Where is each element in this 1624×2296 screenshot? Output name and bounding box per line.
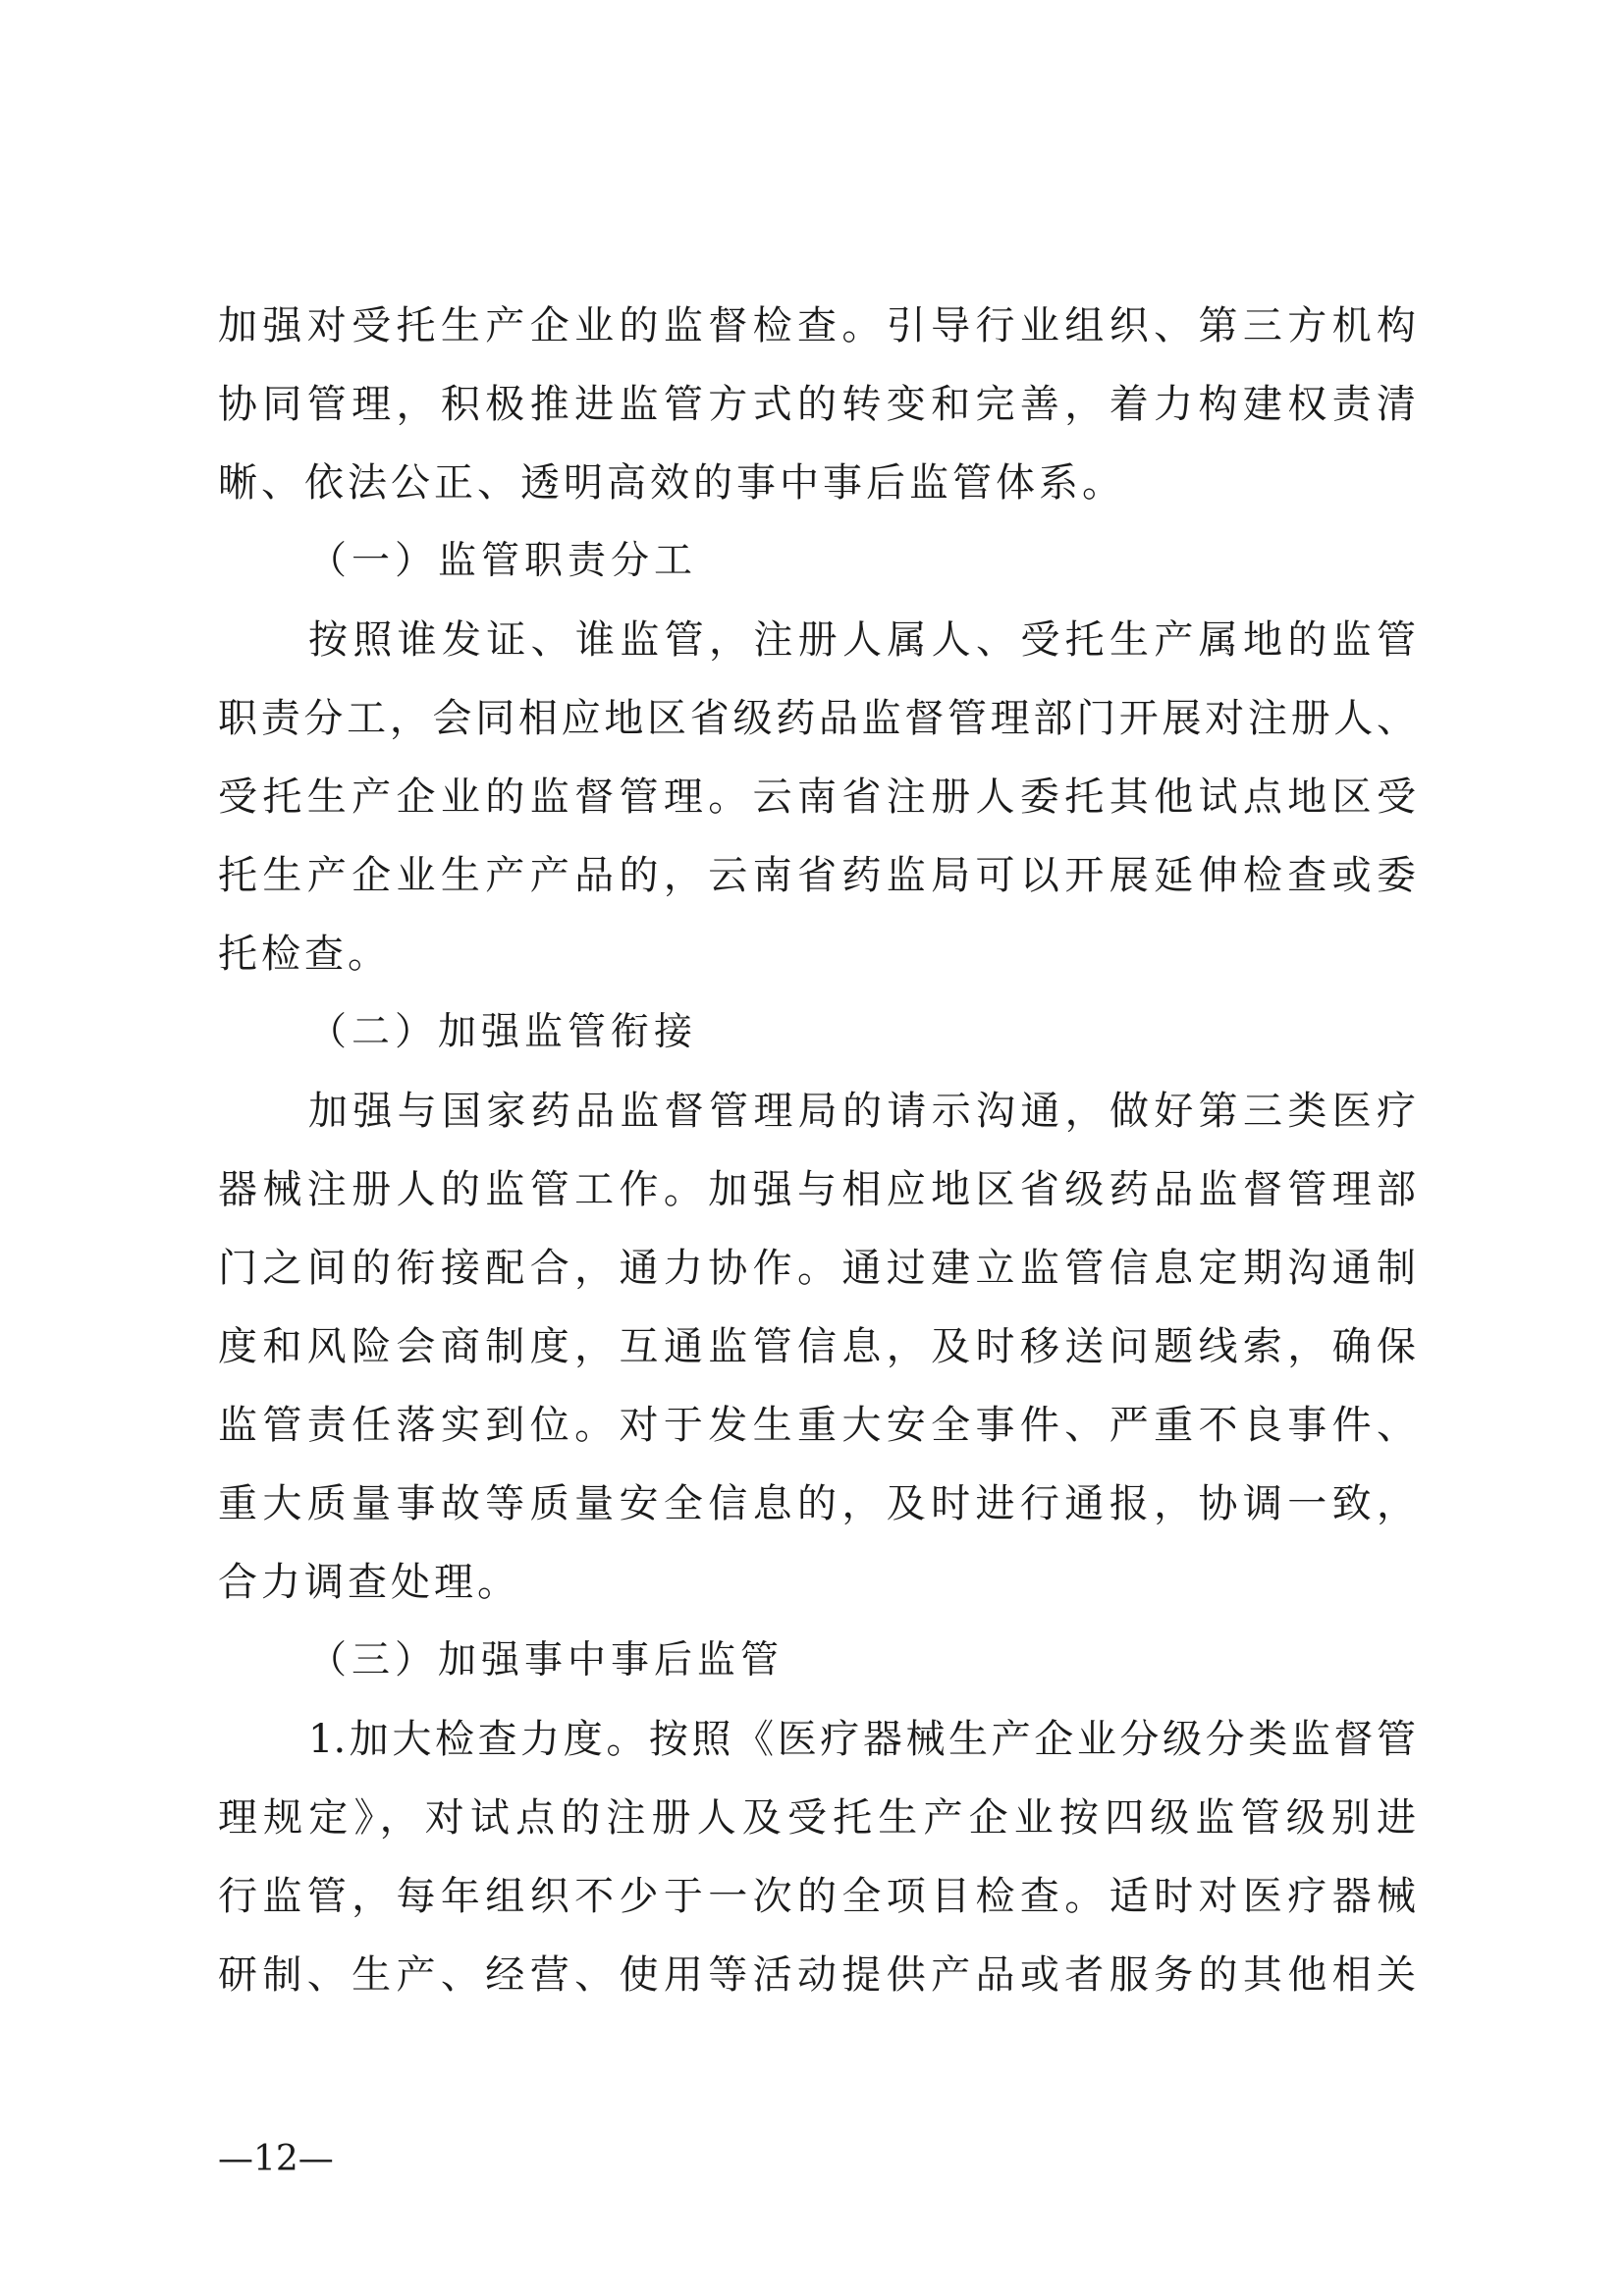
section-heading: （三）加强事中事后监管 <box>308 1638 785 1682</box>
body-text-line: 行监管，每年组织不少于一次的全项目检查。适时对医疗器械 <box>218 1874 1416 1919</box>
body-text-line: 重大质量事故等质量安全信息的，及时进行通报，协调一致， <box>218 1481 1416 1526</box>
body-text-line: 晰、依法公正、透明高效的事中事后监管体系。 <box>218 460 1125 506</box>
body-text-line: 研制、生产、经营、使用等活动提供产品或者服务的其他相关 <box>218 1952 1416 1998</box>
body-text-line: 托生产企业生产产品的，云南省药监局可以开展延伸检查或委 <box>218 853 1416 898</box>
body-text-line: 托检查。 <box>218 932 391 977</box>
body-text-line: 加强与国家药品监督管理局的请示沟通，做好第三类医疗 <box>308 1089 1416 1134</box>
section-heading: （一）监管职责分工 <box>308 539 698 583</box>
body-text-line: 监管责任落实到位。对于发生重大安全事件、严重不良事件、 <box>218 1403 1416 1448</box>
body-text-line: 理规定》，对试点的注册人及受托生产企业按四级监管级别进 <box>218 1795 1416 1841</box>
page-number: —12— <box>218 2139 334 2179</box>
body-text-line: 按照谁发证、谁监管，注册人属人、受托生产属地的监管 <box>308 617 1416 663</box>
body-text-line: 受托生产企业的监督管理。云南省注册人委托其他试点地区受 <box>218 774 1416 820</box>
body-text-line: 协同管理，积极推进监管方式的转变和完善，着力构建权责清 <box>218 382 1416 427</box>
body-text-line: 度和风险会商制度，互通监管信息，及时移送问题线索，确保 <box>218 1324 1416 1369</box>
body-text-line: 1.加大检查力度。按照《医疗器械生产企业分级分类监督管 <box>308 1717 1416 1762</box>
body-text-line: 加强对受托生产企业的监督检查。引导行业组织、第三方机构 <box>218 303 1416 348</box>
body-text-line: 职责分工，会同相应地区省级药品监督管理部门开展对注册人、 <box>218 696 1416 741</box>
body-text-line: 合力调查处理。 <box>218 1560 520 1605</box>
body-text-line: 器械注册人的监管工作。加强与相应地区省级药品监督管理部 <box>218 1167 1416 1212</box>
section-heading: （二）加强监管衔接 <box>308 1010 698 1054</box>
body-text-line: 门之间的衔接配合，通力协作。通过建立监管信息定期沟通制 <box>218 1246 1416 1291</box>
